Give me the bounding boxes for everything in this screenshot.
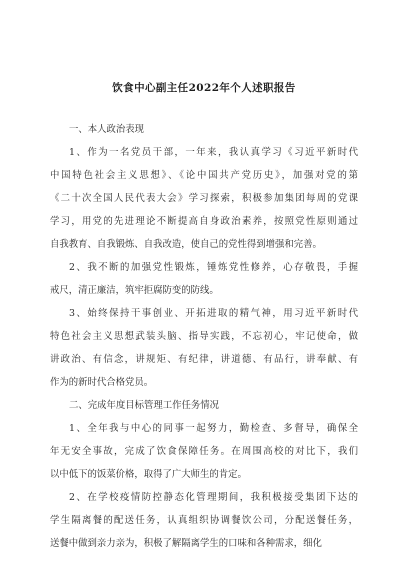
paragraph-line: 送餐中做到亲力亲为，积极了解隔离学生的口味和各种需求，细化 <box>50 538 322 549</box>
paragraph <box>50 302 358 394</box>
paragraph-line: 讲政治、有信念，讲规矩、有纪律，讲道德、有品行，讲奉献、有 <box>50 354 358 365</box>
section-heading-text: 一、本人政治表现 <box>69 124 145 135</box>
paragraph-line: 学习，用党的先进理论不断提高自身政治素养，按照党性原则通过 <box>50 216 358 227</box>
document-body <box>50 118 358 555</box>
paragraph-line: 1、全年我与中心的同事一起努力，勤检查、多督导，确保全 <box>69 423 358 434</box>
paragraph <box>50 417 358 486</box>
section-heading-text: 二、完成年度目标管理工作任务情况 <box>69 400 220 411</box>
paragraph <box>50 486 358 555</box>
paragraph-line: 3、始终保持干事创业、开拓进取的精气神，用习近平新时代 <box>69 308 358 319</box>
paragraph-line: 2、在学校疫情防控静态化管理期间，我积极接受集团下达的 <box>69 492 358 503</box>
paragraph-line: 年无安全事故，完成了饮食保障任务。在周围高校的对比下，我们 <box>50 446 358 457</box>
paragraph-line: 以中低下的饭菜价格，取得了广大师生的肯定。 <box>50 469 247 480</box>
paragraph <box>50 141 358 256</box>
section-heading <box>50 394 358 417</box>
paragraph-line: 中国特色社会主义思想》、《论中国共产党历史》，加强对党的第 <box>50 170 358 181</box>
paragraph-line: 2、我不断的加强党性锻炼，锤炼党性修养，心存敬畏，手握 <box>69 262 358 273</box>
document-title: 饮食中心副主任2022年个人述职报告 <box>112 82 296 94</box>
paragraph <box>50 256 358 302</box>
paragraph-line: 作为的新时代合格党员。 <box>50 377 154 388</box>
paragraph-line: 特色社会主义思想武装头脑、指导实践，不忘初心，牢记使命，做 <box>50 331 358 342</box>
paragraph-line: 学生隔离餐的配送任务，认真组织协调餐饮公司，分配送餐任务， <box>50 515 358 526</box>
section-heading <box>50 118 358 141</box>
paragraph-line: 戒尺，清正廉洁，筑牢拒腐防变的防线。 <box>50 285 219 296</box>
paragraph-line: 《二十次全国人民代表大会》学习探索，积极参加集团每周的党课 <box>50 193 358 204</box>
paragraph-line: 自我教育、自我锻炼、自我改造，使自己的党性得到增强和完善。 <box>50 239 322 250</box>
paragraph-line: 1、作为一名党员干部，一年来，我认真学习《习近平新时代 <box>69 147 358 158</box>
